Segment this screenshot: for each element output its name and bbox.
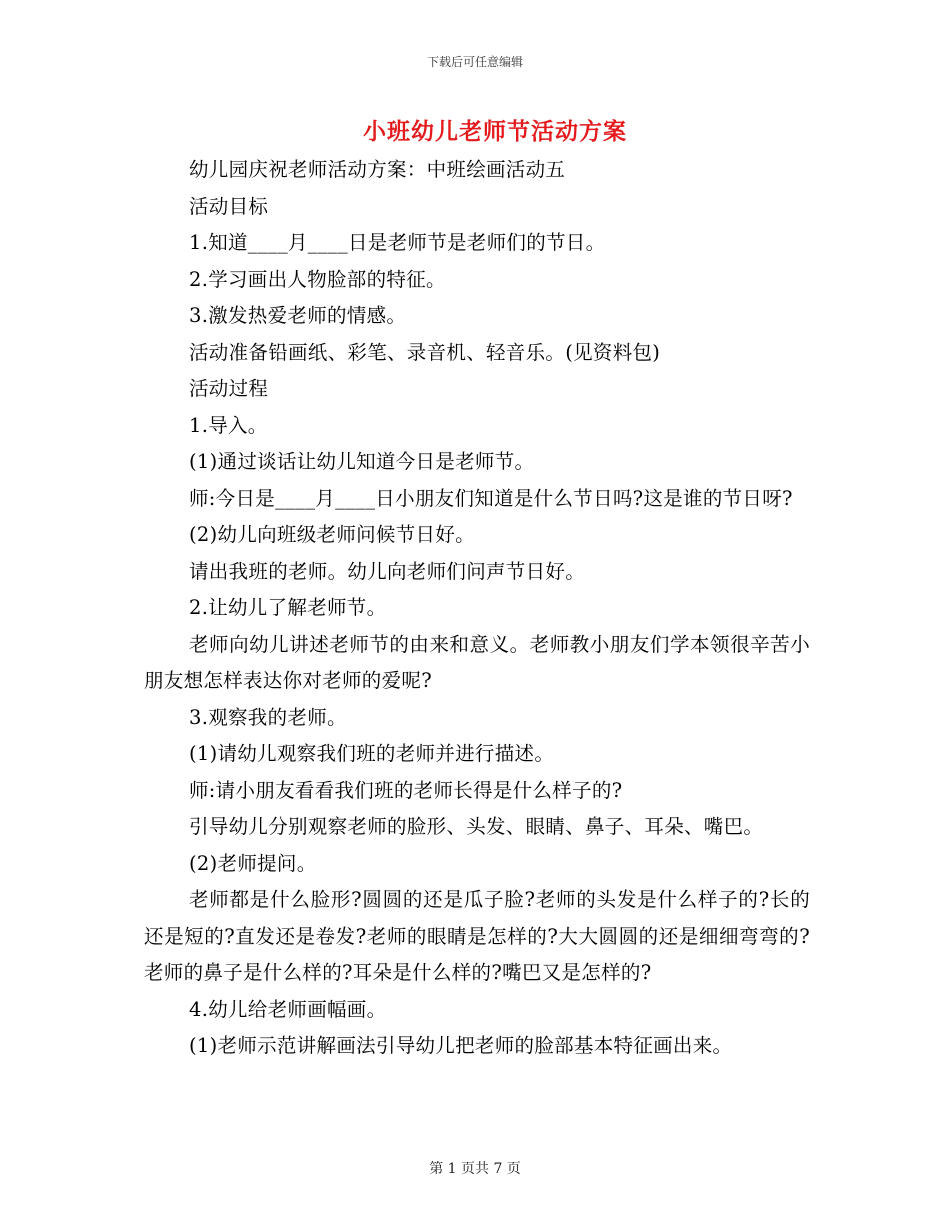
document-body	[144, 152, 810, 1065]
section-heading: 活动目标	[189, 194, 269, 218]
list-item: (1)老师示范讲解画法引导幼儿把老师的脸部基本特征画出来。	[189, 1034, 733, 1057]
list-item: 2.让幼儿了解老师节。	[189, 596, 387, 619]
paragraph: 幼儿园庆祝老师活动方案：中班绘画活动五	[189, 158, 566, 181]
list-item: 3.观察我的老师。	[189, 705, 347, 729]
list-item: 1.导入。	[189, 413, 268, 437]
paragraph: 师:今日是____月____日小朋友们知道是什么节日吗?这是谁的节日呀?	[189, 486, 793, 510]
list-item: (2)幼儿向班级老师问候节日好。	[189, 523, 475, 546]
section-heading: 活动过程	[189, 377, 269, 400]
list-item: (1)请幼儿观察我们班的老师并进行描述。	[189, 742, 555, 765]
list-item: (2)老师提问。	[189, 851, 317, 875]
list-item: (1)通过谈话让幼儿知道今日是老师节。	[189, 450, 535, 473]
document-title: 小班幼儿老师节活动方案	[363, 118, 627, 145]
paragraph: 引导幼儿分别观察老师的脸形、头发、眼睛、鼻子、耳朵、嘴巴。	[189, 815, 764, 838]
page-footer: 第 1 页共 7 页	[429, 1161, 521, 1177]
list-item: 3.激发热爱老师的情感。	[189, 304, 407, 327]
list-item: 4.幼儿给老师画幅画。	[189, 997, 387, 1021]
paragraph: 师:请小朋友看看我们班的老师长得是什么样子的?	[189, 778, 623, 802]
list-item: 1.知道____月____日是老师节是老师们的节日。	[189, 231, 606, 254]
list-item: 2.学习画出人物脸部的特征。	[189, 267, 446, 291]
paragraph: 老师向幼儿讲述老师节的由来和意义。老师教小朋友们学本领很辛苦小朋友想怎样表达你对老师的爱呢?	[144, 632, 810, 692]
paragraph: 老师都是什么脸形?圆圆的还是瓜子脸?老师的头发是什么样子的?长的还是短的?直发还是卷发?老师的眼睛是怎样的?大大圆圆的还是细细弯弯的?老师的鼻子是什么样的?耳朵是什么样的?嘴巴又是怎样的?	[144, 888, 810, 984]
header-note: 下载后可任意编辑	[426, 55, 523, 69]
paragraph: 活动准备铅画纸、彩笔、录音机、轻音乐。(见资料包)	[189, 340, 661, 364]
paragraph: 请出我班的老师。幼儿向老师们问声节日好。	[189, 559, 586, 583]
